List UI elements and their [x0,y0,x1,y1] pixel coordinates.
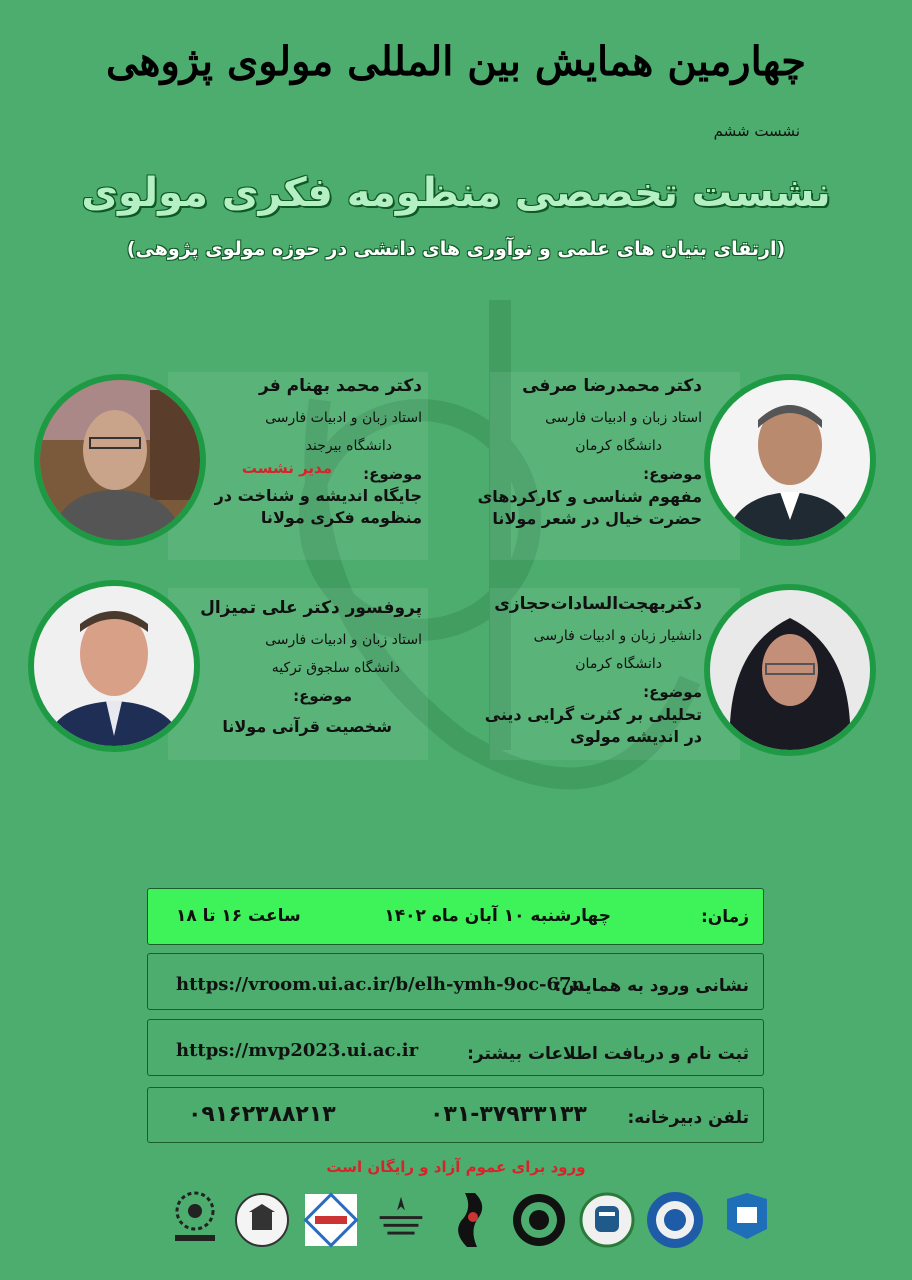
topic-label: موضوع: [643,683,702,701]
speaker-photo-behnamfar [34,374,206,546]
free-entry-note: ورود برای عموم آزاد و رایگان است [326,1158,586,1176]
topic-label: موضوع: [363,465,422,483]
speaker-name: پروفسور دکتر علی تمیزال [200,598,422,618]
speaker-title: دانشیار زبان و ادبیات فارسی [533,628,702,644]
session-title: نشست تخصصی منظومه فکری مولوی [81,170,831,216]
mashhad-university-logo-icon [716,1187,778,1253]
association-logo-icon [164,1187,226,1253]
university-emblem-icon [576,1187,638,1253]
speaker-title: استاد زبان و ادبیات فارسی [265,632,422,648]
speaker-name: دکتر محمد بهنام فر [259,376,422,396]
speaker-info-behnamfar [182,378,422,528]
speaker-university: دانشگاه بیرجند [305,438,392,454]
phone-box [147,1087,764,1143]
emblem-logo-icon [508,1187,570,1253]
registration-link[interactable]: https://mvp2023.ui.ac.ir [176,1040,419,1061]
speaker-university: دانشگاه سلجوق ترکیه [271,660,400,676]
speaker-topic: شخصیت قرآنی مولانا [222,717,392,736]
session-chair-badge: مدیر نشست [241,459,332,477]
isfahan-university-logo-icon [644,1187,706,1253]
cultural-center-logo-icon [370,1187,432,1253]
time-label: زمان: [700,907,749,927]
speaker-topic: تحلیلی بر کثرت گرایی دینی در اندیشه مولوی [484,705,702,746]
speaker-name: دکتربهجت‌السادات‌حجازی [494,594,702,614]
mobile-phone[interactable]: ۰۹۱۶۲۳۸۸۲۱۳ [188,1102,336,1127]
speaker-photo-sarfi [704,374,876,546]
speaker-title: استاد زبان و ادبیات فارسی [545,410,702,426]
link-label: نشانی ورود به همایش: [554,976,749,996]
speaker-info-sarfi [472,378,702,529]
poster-title: چهارمین همایش بین المللی مولوی پژوهی [106,38,806,85]
provincial-logo-icon [440,1187,502,1253]
speaker-university: دانشگاه کرمان [575,438,662,454]
speaker-name: دکتر محمدرضا صرفی [522,376,702,396]
topic-label: موضوع: [643,465,702,483]
event-date: چهارشنبه ۱۰ آبان ماه ۱۴۰۲ [384,906,611,926]
speaker-info-hejazi [462,596,702,747]
topic-label: موضوع: [293,687,352,705]
time-box [147,888,764,945]
event-hour: ساعت ۱۶ تا ۱۸ [176,906,301,926]
phone-label: تلفن دبیرخانه: [627,1108,749,1128]
registration-label: ثبت نام و دریافت اطلاعات بیشتر: [467,1044,749,1064]
link-box [147,953,764,1010]
session-number: نشست ششم [713,122,800,140]
literature-society-logo-icon [300,1187,362,1253]
speaker-photo-temizel [28,580,200,752]
conference-link[interactable]: https://vroom.ui.ac.ir/b/elh-ymh-9oc-67n [176,974,585,995]
speaker-photo-hejazi [704,584,876,756]
session-subtitle: (ارتقای بنیان های علمی و نوآوری های دانشی در حوزه مولوی پژوهی) [126,238,786,260]
speaker-topic: جایگاه اندیشه و شناخت در منظومه فکری مولانا [214,486,422,527]
secretariat-phone[interactable]: ۰۳۱-۳۷۹۳۳۱۳۳ [430,1102,587,1127]
speaker-university: دانشگاه کرمان [575,656,662,672]
speaker-title: استاد زبان و ادبیات فارسی [265,410,422,426]
university-seal-icon [231,1187,293,1253]
speaker-info-temizel [182,600,422,738]
registration-box [147,1019,764,1076]
speaker-topic: مفهوم شناسی و کارکردهای حضرت خیال در شعر مولانا [477,487,702,528]
